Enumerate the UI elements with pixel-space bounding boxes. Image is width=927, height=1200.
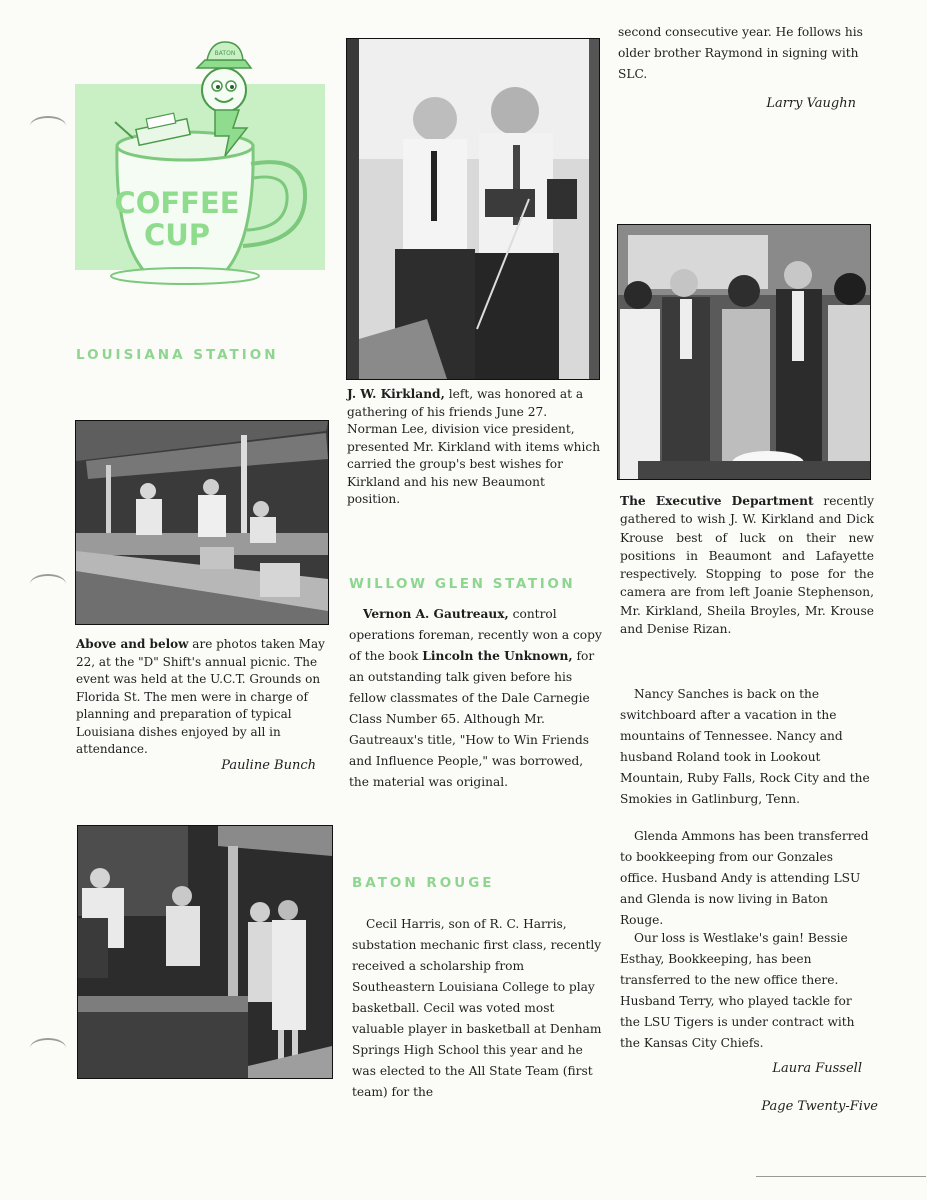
caption-kirkland-bold: J. W. Kirkland, (347, 387, 445, 401)
article-gautreaux (349, 604, 603, 793)
coffee-cup-illustration (75, 38, 327, 288)
signature-laura-fussell: Laura Fussell (772, 1061, 862, 1076)
coffee-cup-logo (75, 38, 327, 288)
article-ammons: Glenda Ammons has been transferred to bookkeeping from our Gonzales office. Husband Andy is attending LSU and Glenda is now living in Baton Rouge. (620, 829, 869, 927)
caption-picnic (76, 636, 328, 759)
article-gautreaux-bold-book: Lincoln the Unknown, (422, 649, 573, 663)
article-sanches: Nancy Sanches is back on the switchboard after a vacation in the mountains of Tennessee. Nancy and husband Roland took in Lookout Mountain, Ruby Falls, Rock City and the Smokies in Gatlinburg, Tenn. (620, 687, 870, 806)
heading-baton-rouge: BATON ROUGE (352, 875, 495, 891)
binder-hole (30, 116, 66, 136)
photo-picnic-bottom (77, 825, 333, 1079)
photo-picnic-top (75, 420, 329, 625)
heading-willow-glen-station: WILLOW GLEN STATION (349, 576, 576, 592)
article-gautreaux-bold-name: Vernon A. Gautreaux, (363, 607, 509, 621)
photo-executive-department (617, 224, 871, 480)
heading-louisiana-station: LOUISIANA STATION (76, 347, 279, 363)
binder-hole (30, 574, 66, 594)
article-gautreaux-text-1: control operations foreman, recently won a copy of the book (349, 607, 602, 663)
photo-kirkland (346, 38, 600, 380)
caption-picnic-bold: Above and below (76, 637, 189, 651)
signature-pauline-bunch: Pauline Bunch (221, 758, 316, 773)
hat-text: BATON (214, 50, 236, 57)
caption-executive-bold: The Executive Department (620, 494, 814, 508)
logo-line-coffee: COFFEE (114, 186, 240, 220)
caption-kirkland-text: left, was honored at a gathering of his friends June 27. Norman Lee, division vice president, presented Mr. Kirkland with items which carried the group's best wishes for Kirkland and his new Beaumont position. (347, 387, 601, 506)
signature-larry-vaughn: Larry Vaughn (766, 96, 856, 111)
caption-executive-text: recently gathered to wish J. W. Kirkland and Dick Krouse best of luck on their new positions in Beaumont and Lafayette respectively. Stopping to pose for the camera are from left Joanie Stephenson, Mr. Kirkland, Sheila Broyles, Mr. Krouse and Denise Rizan. (620, 494, 874, 637)
article-harris: Cecil Harris, son of R. C. Harris, substation mechanic first class, recently received a scholarship from Southeastern Louisiana College to play basketball. Cecil was voted most valuable player in basketball at Denham Springs High School this year and he was elected to the All State Team (first team) for the (352, 917, 602, 1099)
article-esthay: Our loss is Westlake's gain! Bessie Esthay, Bookkeeping, has been transferred to the new office there. Husband Terry, who played tackle for the LSU Tigers is under contract with the Kansas City Chiefs. (620, 931, 855, 1050)
page-number: Page Twenty-Five (761, 1099, 878, 1114)
article-gautreaux-text-2: for an outstanding talk given before his fellow classmates of the Dale Carnegie Class Number 65. Although Mr. Gautreaux's title, "How to Win Friends and Influence People," was borrowed, the material was original. (349, 649, 595, 789)
caption-executive (620, 492, 874, 638)
article-harris-continued: second consecutive year. He follows his older brother Raymond in signing with SLC. (618, 25, 863, 81)
caption-kirkland (347, 386, 601, 509)
footer-rule (756, 1176, 926, 1177)
binder-hole (30, 1038, 66, 1058)
logo-line-cup: CUP (143, 218, 211, 252)
caption-picnic-text: are photos taken May 22, at the "D" Shift's annual picnic. The event was held at the U.C.T. Grounds on Florida St. The men were in charge of planning and preparation of typical Louisiana dishes enjoyed by all in attendance. (76, 637, 325, 756)
